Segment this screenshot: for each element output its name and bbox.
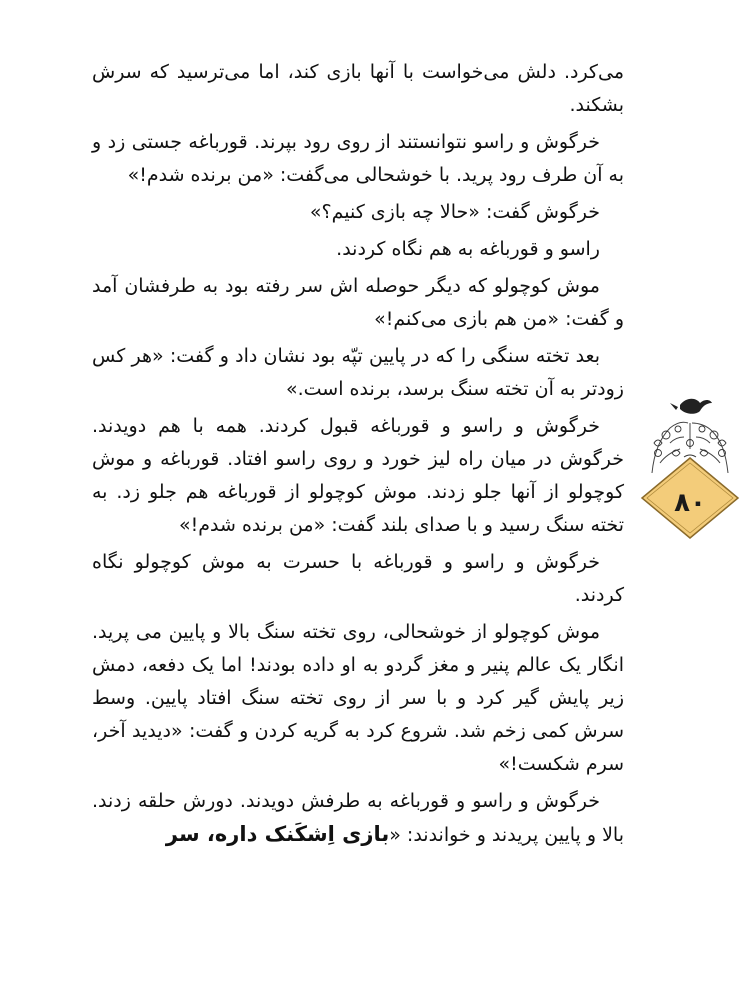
paragraph: خرگوش و راسو و قورباغه قبول کردند. همه با هم دویدند. خرگوش در میان راه لیز خورد و روی راسو افتاد. قورباغه و موش کوچولو از آنها جلو زدند. موش کوچولو از قورباغه هم جلو زد. به تخته سنگ رسید و با صدای بلند گفت: «من برنده شدم!» [92,415,624,536]
paragraph: خرگوش گفت: «حالا چه بازی کنیم؟» [309,201,600,223]
paragraph: می‌کرد. دلش می‌خواست با آنها بازی کند، اما می‌ترسید که سرش بشکند. [92,61,624,116]
paragraph: موش کوچولو که دیگر حوصله اش سر رفته بود به طرفشان آمد و گفت: «من هم بازی می‌کنم!» [92,275,624,330]
rhyme-text: بازی اِشکَنک داره، سر [165,822,390,846]
paragraph: راسو و قورباغه به هم نگاه کردند. [336,238,600,260]
paragraph: موش کوچولو از خوشحالی، روی تخته سنگ بالا و پایین می پرید. انگار یک عالم پنیر و مغز گردو به او داده بودند! اما یک دفعه، دمش زیر پایش گیر کرد و با سر از روی تخته سنگ افتاد پایین. وسط سرش کمی زخم شد. شروع کرد به گریه کردن و گفت: «دیدید آخر، سرم شکست!» [92,621,624,775]
last-paragraph [92,785,624,852]
floral-ornament-icon [640,383,740,543]
page-number: ۸۰ [674,488,706,518]
story-text [92,56,624,856]
paragraph: خرگوش و راسو و قورباغه با حسرت به موش کوچولو نگاه کردند. [92,551,624,606]
paragraph: خرگوش و راسو نتوانستند از روی رود بپرند. قورباغه جستی زد و به آن طرف رود پرید. با خوشحالی می‌گفت: «من برنده شدم!» [92,131,624,186]
last-paragraph-text: خرگوش و راسو و قورباغه به طرفش دویدند. دورش حلقه زدند. بالا و پایین پریدند و خواندند: « [92,790,624,846]
paragraph: بعد تخته سنگی را که در پایین تپّه بود نشان داد و گفت: «هر کس زودتر به آن تخته سنگ برسد، برنده است.» [92,345,624,400]
page-number-badge [640,383,740,543]
